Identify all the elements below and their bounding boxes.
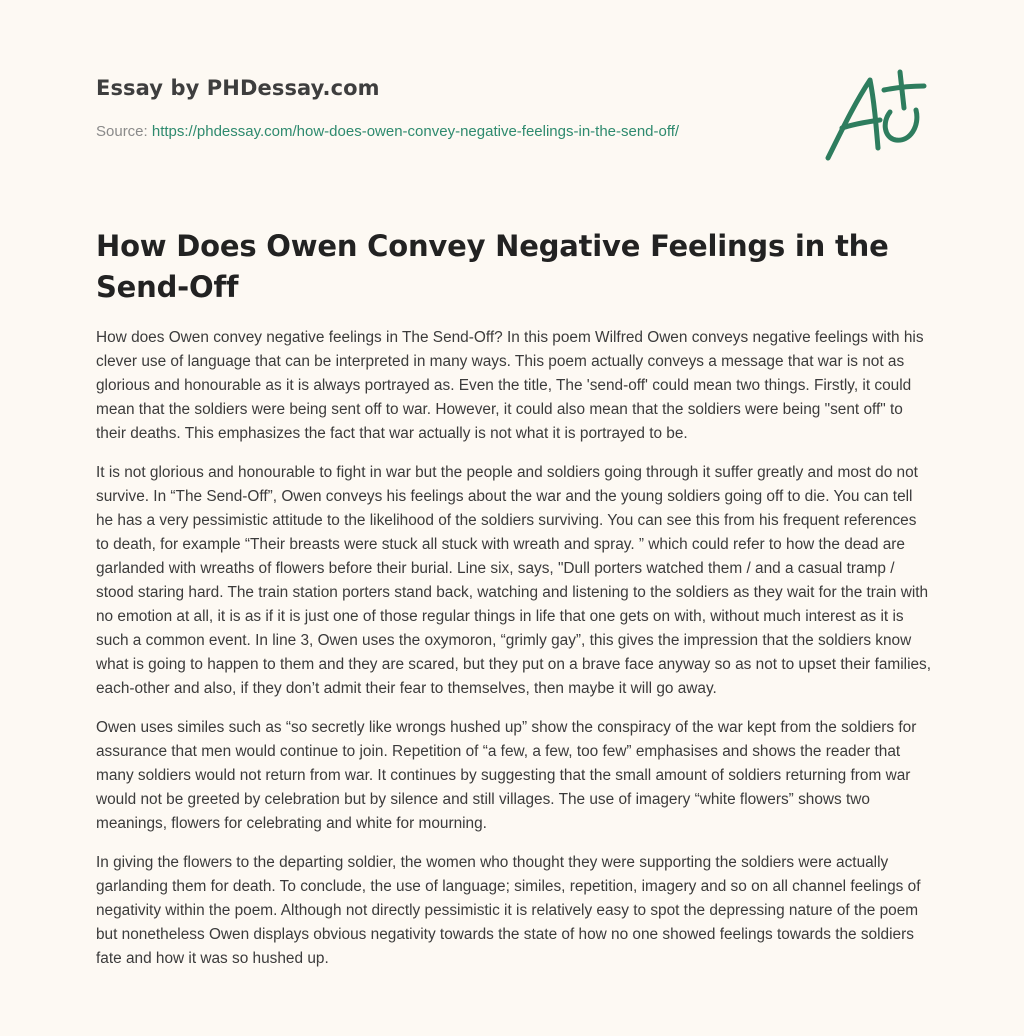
site-title: Essay by PHDessay.com [96, 76, 380, 100]
essay-paragraph: Owen uses similes such as “so secretly like wrongs hushed up” show the conspiracy of the war kept from the soldiers for assurance that men would continue to join. Repetition of “a few, a few, too few” emphasises and shows the reader that many soldiers would not return from war. It continues by suggesting that the small amount of soldiers returning from war would not be greeted by celebration but by silence and still villages. The use of imagery “white flowers” shows two meanings, flowers for celebrating and white for mourning. [96, 719, 917, 832]
essay-title: How Does Owen Convey Negative Feelings in the Send-Off [96, 229, 889, 304]
essay-paragraph: In giving the flowers to the departing soldier, the women who thought they were supporting the soldiers were actually garlanding them for death. To conclude, the use of language; similes, repetition, imagery and so on all channel feelings of negativity within the poem. Although not directly pessimistic it is relatively easy to spot the depressing nature of the poem but nonetheless Owen displays obvious negativity towards the state of how no one showed feelings towards the soldiers fate and how it was so hushed up. [96, 854, 921, 967]
source-line [96, 123, 796, 140]
page-header [96, 76, 796, 140]
essay-paragraph: How does Owen convey negative feelings in The Send-Off? In this poem Wilfred Owen conveys negative feelings with his clever use of language that can be interpreted in many ways. This poem actually conveys a message that war is not as glorious and honourable as it is always portrayed as. Even the title, The 'send-off' could mean two things. Firstly, it could mean that the soldiers were being sent off to war. However, it could also mean that the soldiers were being "sent off" to their deaths. This emphasizes the fact that war actually is not what it is portrayed to be. [96, 329, 924, 442]
source-label: Source: [96, 123, 152, 140]
essay-body [96, 326, 932, 986]
essay-paragraph: It is not glorious and honourable to fight in war but the people and soldiers going through it suffer greatly and most do not survive. In “The Send-Off”, Owen conveys his feelings about the war and the young soldiers going off to die. You can tell he has a very pessimistic attitude to the likelihood of the soldiers surviving. You can see this from his frequent references to death, for example “Their breasts were stuck all stuck with wreath and spray. ” which could refer to how the dead are garlanded with wreaths of flowers before their burial. Line six, says, "Dull porters watched them / and a casual tramp / stood staring hard. The train station porters stand back, watching and listening to the soldiers as they wait for the train with no emotion at all, it is as if it is just one of those regular things in life that one gets on with, without much interest as it is such a common event. In line 3, Owen uses the oxymoron, “grimly gay”, this gives the impression that the soldiers know what is going to happen to them and they are scared, but they put on a brave face anyway so as not to upset their families, each-other and also, if they don’t admit their fear to themselves, then maybe it will go away. [96, 464, 932, 697]
source-link[interactable]: https://phdessay.com/how-does-owen-convey-negative-feelings-in-the-send-off/ [151, 123, 680, 140]
a-plus-logo-icon [820, 64, 930, 168]
